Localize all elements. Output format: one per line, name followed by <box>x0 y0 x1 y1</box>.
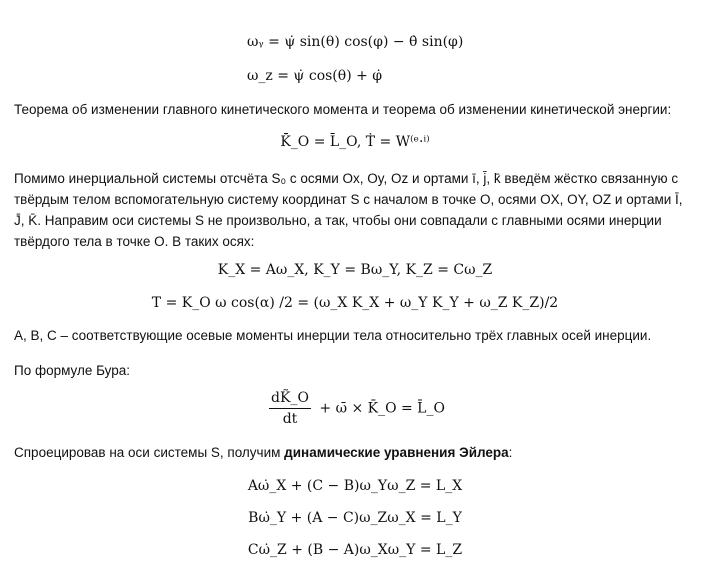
equation-omega-y: ωᵧ = ψ̇ sin(θ) cos(φ) − θ̇ sin(φ) <box>247 34 464 50</box>
bour-fraction <box>269 390 311 427</box>
paragraph-bour-intro: По формуле Бура: <box>14 363 131 378</box>
equation-euler-y: Bω̇_Y + (A − C)ω_Zω_X = L_Y <box>248 510 462 526</box>
paragraph-inertia-moments: A, B, C – соответствующие осевые моменты инерции тела относительно трёх главных осей инерции. <box>14 328 652 343</box>
euler-intro-text: Спроецировав на оси системы S, получим <box>14 445 285 460</box>
paragraph-frame-definition: Помимо инерциальной системы отсчёта S₀ с осями Ox, Oy, Oz и ортами ī, j̄, k̄ введём жёстко связанную с твёрдым телом вспомогательную систему координат S с началом в точке O, осями OX, OY, OZ и ортами Ī, J̄, K̄. Направим оси системы S не произвольно, а так, чтобы они совпадали с главными осями инерции твёрдого тела в точке O. В таких осях: <box>14 171 683 249</box>
equation-euler-z: Cω̇_Z + (B − A)ω_Xω_Y = L_Z <box>247 542 463 558</box>
euler-equations-term: динамические уравнения Эйлера <box>284 445 509 460</box>
equation-moments: K_X = Aω_X, K_Y = Bω_Y, K_Z = Cω_Z <box>217 262 493 278</box>
equation-euler-x: Aω̇_X + (C − B)ω_Yω_Z = L_X <box>247 478 463 494</box>
equation-kinetic-energy: T = K_O ω cos(α) /2 = (ω_X K_X + ω_Y K_Y + ω_Z K_Z)/2 <box>151 295 559 311</box>
bour-rest: + ω̄ × K̄_O = L̄_O <box>319 400 445 417</box>
paragraph-euler-intro <box>14 442 684 463</box>
euler-intro-colon: : <box>508 445 513 460</box>
bour-denominator: dt <box>282 411 298 427</box>
equation-omega-z: ω_z = ψ̇ cos(θ) + φ̇ <box>247 68 383 84</box>
equation-bour <box>0 390 710 427</box>
bour-numerator: dK̃_O <box>269 390 311 409</box>
equation-theorems: K̄̇_O = L̄_O, Ṫ = W⁽ᵉ·ⁱ⁾ <box>280 134 430 150</box>
paragraph-theorem-intro: Теорема об изменении главного кинетического момента и теорема об изменении кинетической энергии: <box>14 102 672 117</box>
